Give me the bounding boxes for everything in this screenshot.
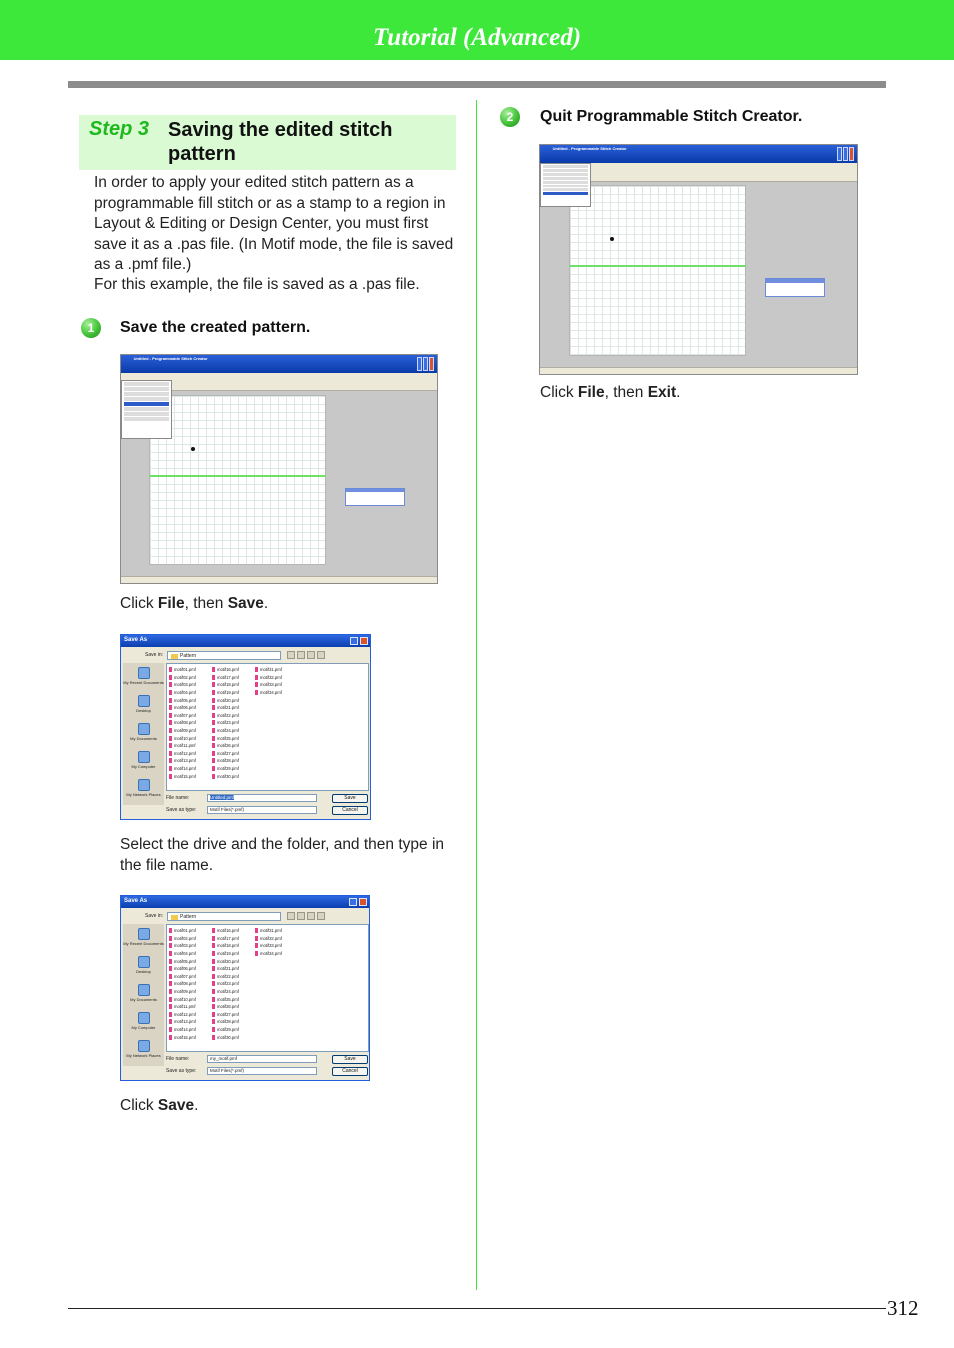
screenshot-file-menu-save xyxy=(120,354,438,584)
motif-file-icon xyxy=(212,743,215,748)
file-list-item: motif08.pmf xyxy=(169,980,196,988)
motif-file-icon xyxy=(169,936,172,941)
file-list-item: motif01.pmf xyxy=(169,927,196,935)
file-list-item: motif15.pmf xyxy=(169,1033,196,1041)
file-list-item: motif10.pmf xyxy=(169,734,196,742)
motif-file-icon xyxy=(212,936,215,941)
motif-file-icon xyxy=(255,936,258,941)
motif-file-icon xyxy=(212,705,215,710)
file-list-item: motif20.pmf xyxy=(212,696,239,704)
status-bar xyxy=(121,576,437,583)
file-list-item: motif31.pmf xyxy=(255,927,282,935)
dialog-titlebar xyxy=(121,635,370,647)
file-column-1 xyxy=(169,927,196,1041)
cancel-button: Cancel xyxy=(332,1067,368,1076)
window-titlebar xyxy=(121,355,437,373)
file-list-item: motif16.pmf xyxy=(212,666,239,674)
motif-file-icon xyxy=(169,1019,172,1024)
motif-file-icon xyxy=(169,943,172,948)
motif-file-icon xyxy=(169,751,172,756)
file-list-item: motif08.pmf xyxy=(169,719,196,727)
motif-file-icon xyxy=(169,675,172,680)
file-list-item: motif26.pmf xyxy=(212,742,239,750)
file-list-item: motif27.pmf xyxy=(212,750,239,758)
file-list-item: motif12.pmf xyxy=(169,750,196,758)
file-list-item: motif28.pmf xyxy=(212,1018,239,1026)
file-list-item: motif23.pmf xyxy=(212,980,239,988)
file-column-3 xyxy=(255,666,282,696)
mini-preview-window xyxy=(765,278,825,297)
motif-file-icon xyxy=(212,989,215,994)
motif-file-icon xyxy=(212,713,215,718)
file-list-item: motif07.pmf xyxy=(169,973,196,981)
step-heading xyxy=(79,115,456,170)
file-list-item: motif06.pmf xyxy=(169,965,196,973)
file-list-item: motif28.pmf xyxy=(212,757,239,765)
file-list-item: motif09.pmf xyxy=(169,988,196,996)
motif-file-icon xyxy=(212,974,215,979)
file-column-2 xyxy=(212,927,239,1041)
motif-file-icon xyxy=(212,928,215,933)
maximize-icon xyxy=(843,147,848,161)
instruction-select-drive: Select the drive and the folder, and then type in the file name. xyxy=(120,836,445,874)
file-list-item: motif22.pmf xyxy=(212,712,239,720)
stitch-point xyxy=(191,447,195,451)
file-list-item: motif29.pmf xyxy=(212,765,239,773)
motif-file-icon xyxy=(255,951,258,956)
file-list-item: motif31.pmf xyxy=(255,666,282,674)
motif-file-icon xyxy=(169,928,172,933)
substep-1-icon: 1 xyxy=(81,318,101,338)
motif-file-icon xyxy=(169,682,172,687)
motif-file-icon xyxy=(212,774,215,779)
motif-file-icon xyxy=(212,959,215,964)
file-list-item: motif21.pmf xyxy=(212,965,239,973)
minimize-icon xyxy=(417,357,422,371)
file-list-item: motif13.pmf xyxy=(169,757,196,765)
grid-canvas xyxy=(149,395,326,565)
window-titlebar xyxy=(540,145,857,163)
file-list-item: motif20.pmf xyxy=(212,957,239,965)
file-list-item: motif05.pmf xyxy=(169,696,196,704)
network-places-icon xyxy=(138,1040,150,1052)
instruction-click-save: Click Save. xyxy=(120,1097,199,1114)
file-name-input: Untitled.pmf xyxy=(207,794,317,802)
motif-file-icon xyxy=(169,705,172,710)
substep-2-title: Quit Programmable Stitch Creator. xyxy=(540,108,803,125)
motif-file-icon xyxy=(169,1012,172,1017)
motif-file-icon xyxy=(169,713,172,718)
file-name-label: File name: xyxy=(166,1056,190,1062)
save-type-select: Motif Files(*.pmf) xyxy=(207,1067,317,1075)
file-list-item: motif11.pmf xyxy=(169,1003,196,1011)
motif-file-icon xyxy=(212,981,215,986)
file-list-item: motif19.pmf xyxy=(212,950,239,958)
save-button: Save xyxy=(332,1055,368,1064)
file-list-item: motif03.pmf xyxy=(169,942,196,950)
file-list-item: motif26.pmf xyxy=(212,1003,239,1011)
file-list-item: motif04.pmf xyxy=(169,950,196,958)
motif-file-icon xyxy=(169,959,172,964)
folder-icon xyxy=(171,654,178,659)
cancel-button: Cancel xyxy=(332,806,368,815)
file-column-3 xyxy=(255,927,282,957)
network-places-icon xyxy=(138,779,150,791)
help-icon xyxy=(349,898,357,906)
status-bar xyxy=(540,367,857,374)
dialog-toolbar xyxy=(287,651,335,660)
intro-paragraph: In order to apply your edited stitch pattern as a programmable fill stitch or as a stamp to a region in Layout & Editing or Design Center, you must first save it as a .pas file. (In Motif mode, the file is saved as a .pmf file.) xyxy=(94,174,454,273)
file-list-item: motif34.pmf xyxy=(255,689,282,697)
grid-canvas xyxy=(569,185,747,356)
file-list-item: motif09.pmf xyxy=(169,727,196,735)
motif-file-icon xyxy=(169,974,172,979)
file-list-item: motif04.pmf xyxy=(169,689,196,697)
save-in-label: Save in: xyxy=(145,652,164,658)
dialog-title: Save As xyxy=(124,898,148,904)
file-list-item: motif17.pmf xyxy=(212,935,239,943)
top-divider xyxy=(68,81,886,88)
file-list-item: motif32.pmf xyxy=(255,935,282,943)
motif-file-icon xyxy=(255,928,258,933)
save-type-label: Save as type: xyxy=(166,807,197,813)
file-list-item: motif06.pmf xyxy=(169,704,196,712)
motif-file-icon xyxy=(212,682,215,687)
workarea xyxy=(540,182,857,368)
file-list-item: motif02.pmf xyxy=(169,935,196,943)
motif-file-icon xyxy=(169,1035,172,1040)
motif-file-icon xyxy=(169,1004,172,1009)
file-column-1 xyxy=(169,666,196,780)
file-list-item: motif15.pmf xyxy=(169,772,196,780)
substep-1-title: Save the created pattern. xyxy=(120,319,311,336)
file-list-item: motif24.pmf xyxy=(212,988,239,996)
close-icon xyxy=(429,357,434,371)
file-list xyxy=(166,924,369,1052)
maximize-icon xyxy=(423,357,428,371)
desktop-icon xyxy=(138,956,150,968)
motif-file-icon xyxy=(169,758,172,763)
motif-file-icon xyxy=(212,720,215,725)
file-list-item: motif18.pmf xyxy=(212,681,239,689)
motif-file-icon xyxy=(169,743,172,748)
file-list-item: motif23.pmf xyxy=(212,719,239,727)
motif-file-icon xyxy=(212,690,215,695)
file-menu-dropdown xyxy=(121,380,172,439)
recent-documents-icon xyxy=(138,928,150,940)
file-list-item: motif27.pmf xyxy=(212,1011,239,1019)
documents-icon xyxy=(138,723,150,735)
motif-file-icon xyxy=(212,1012,215,1017)
file-list-item: motif03.pmf xyxy=(169,681,196,689)
motif-file-icon xyxy=(169,774,172,779)
column-divider xyxy=(476,100,477,1290)
close-icon xyxy=(849,147,854,161)
motif-file-icon xyxy=(212,758,215,763)
file-menu-dropdown xyxy=(540,163,591,207)
file-list-item: motif25.pmf xyxy=(212,995,239,1003)
file-list-item: motif17.pmf xyxy=(212,674,239,682)
motif-file-icon xyxy=(212,1035,215,1040)
file-column-2 xyxy=(212,666,239,780)
file-list-item: motif22.pmf xyxy=(212,973,239,981)
save-in-label: Save in: xyxy=(145,913,164,919)
file-list-item: motif32.pmf xyxy=(255,674,282,682)
bottom-divider xyxy=(68,1308,886,1309)
motif-file-icon xyxy=(169,766,172,771)
motif-file-icon xyxy=(255,943,258,948)
save-button: Save xyxy=(332,794,368,803)
instruction-file-exit: Click File, then Exit. xyxy=(540,384,681,401)
baseline xyxy=(569,265,747,267)
places-bar: My Recent Documents Desktop My Documents My Computer My Network Places xyxy=(123,663,164,805)
close-icon xyxy=(360,637,368,645)
file-list-item: motif14.pmf xyxy=(169,765,196,773)
step-title: Saving the edited stitch pattern xyxy=(168,119,393,165)
motif-file-icon xyxy=(212,1027,215,1032)
file-list-item: motif19.pmf xyxy=(212,689,239,697)
baseline xyxy=(149,475,326,477)
screenshot-save-as-dialog-2 xyxy=(120,895,370,1081)
file-list-item: motif02.pmf xyxy=(169,674,196,682)
motif-file-icon xyxy=(212,943,215,948)
screenshot-save-as-dialog-1 xyxy=(120,634,371,820)
minimize-icon xyxy=(837,147,842,161)
save-in-dropdown: Pattern xyxy=(167,651,281,660)
motif-file-icon xyxy=(169,981,172,986)
motif-file-icon xyxy=(212,1004,215,1009)
places-bar: My Recent Documents Desktop My Documents My Computer My Network Places xyxy=(123,924,164,1066)
motif-file-icon xyxy=(255,667,258,672)
window-title: Untitled - Programmable Stitch Creator xyxy=(552,146,627,152)
dialog-toolbar xyxy=(287,912,335,921)
file-list-item: motif07.pmf xyxy=(169,712,196,720)
motif-file-icon xyxy=(169,736,172,741)
file-name-input: my_motif.pmf xyxy=(207,1055,317,1063)
motif-file-icon xyxy=(212,667,215,672)
close-icon xyxy=(359,898,367,906)
motif-file-icon xyxy=(255,690,258,695)
file-list-item: motif18.pmf xyxy=(212,942,239,950)
screenshot-file-menu-exit xyxy=(539,144,858,375)
mini-preview-window xyxy=(345,488,405,506)
motif-file-icon xyxy=(169,1027,172,1032)
file-list-item: motif29.pmf xyxy=(212,1026,239,1034)
documents-icon xyxy=(138,984,150,996)
intro-note: For this example, the file is saved as a .pas file. xyxy=(94,276,420,293)
file-list-item: motif16.pmf xyxy=(212,927,239,935)
motif-file-icon xyxy=(169,667,172,672)
save-in-dropdown: Pattern xyxy=(167,912,281,921)
desktop-icon xyxy=(138,695,150,707)
motif-file-icon xyxy=(169,989,172,994)
file-list-item: motif24.pmf xyxy=(212,727,239,735)
file-list-item: motif01.pmf xyxy=(169,666,196,674)
motif-file-icon xyxy=(212,1019,215,1024)
motif-file-icon xyxy=(169,997,172,1002)
motif-file-icon xyxy=(169,966,172,971)
help-icon xyxy=(350,637,358,645)
dialog-titlebar xyxy=(121,896,369,908)
instruction-file-save: Click File, then Save. xyxy=(120,595,269,612)
step-label: Step 3 xyxy=(89,118,150,140)
save-type-label: Save as type: xyxy=(166,1068,197,1074)
file-list-item: motif30.pmf xyxy=(212,1033,239,1041)
motif-file-icon xyxy=(212,728,215,733)
window-title: Untitled - Programmable Stitch Creator xyxy=(133,356,208,362)
motif-file-icon xyxy=(255,682,258,687)
file-list-item: motif10.pmf xyxy=(169,995,196,1003)
file-name-label: File name: xyxy=(166,795,190,801)
file-list-item: motif05.pmf xyxy=(169,957,196,965)
motif-file-icon xyxy=(169,720,172,725)
substep-2-icon: 2 xyxy=(500,107,520,127)
file-list-item: motif25.pmf xyxy=(212,734,239,742)
dialog-title: Save As xyxy=(124,637,148,643)
motif-file-icon xyxy=(212,997,215,1002)
motif-file-icon xyxy=(212,951,215,956)
motif-file-icon xyxy=(212,736,215,741)
recent-documents-icon xyxy=(138,667,150,679)
motif-file-icon xyxy=(212,698,215,703)
motif-file-icon xyxy=(169,951,172,956)
file-list-item: motif21.pmf xyxy=(212,704,239,712)
motif-file-icon xyxy=(212,766,215,771)
computer-icon xyxy=(138,1012,150,1024)
motif-file-icon xyxy=(169,698,172,703)
file-list-item: motif12.pmf xyxy=(169,1011,196,1019)
file-list-item: motif14.pmf xyxy=(169,1026,196,1034)
save-type-select: Motif Files(*.pmf) xyxy=(207,806,317,814)
file-list-item: motif30.pmf xyxy=(212,772,239,780)
motif-file-icon xyxy=(212,966,215,971)
file-list-item: motif33.pmf xyxy=(255,681,282,689)
file-list-item: motif34.pmf xyxy=(255,950,282,958)
page-header-title: Tutorial (Advanced) xyxy=(372,24,582,51)
page-number: 312 xyxy=(887,1296,919,1320)
file-list xyxy=(166,663,369,791)
file-list-item: motif11.pmf xyxy=(169,742,196,750)
motif-file-icon xyxy=(169,690,172,695)
file-list-item: motif13.pmf xyxy=(169,1018,196,1026)
computer-icon xyxy=(138,751,150,763)
motif-file-icon xyxy=(255,675,258,680)
motif-file-icon xyxy=(212,751,215,756)
folder-icon xyxy=(171,915,178,920)
motif-file-icon xyxy=(169,728,172,733)
file-list-item: motif33.pmf xyxy=(255,942,282,950)
motif-file-icon xyxy=(212,675,215,680)
